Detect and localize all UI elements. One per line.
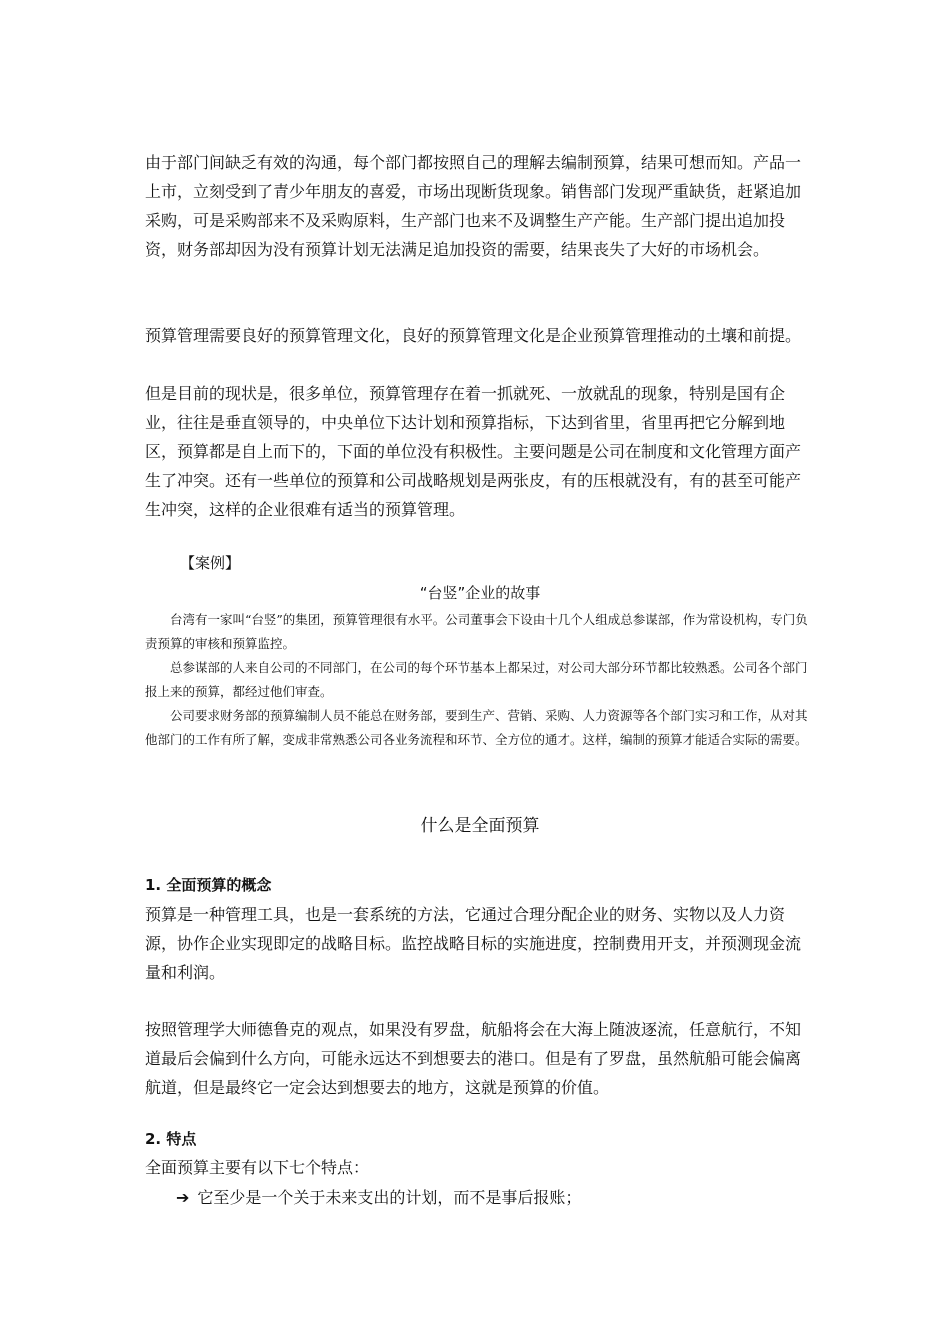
case-paragraph-2: 总参谋部的人来自公司的不同部门，在公司的每个环节基本上都呆过，对公司大部分环节都比较熟悉。公司各个部门报上来的预算，都经过他们审查。 xyxy=(145,660,808,699)
paragraph-budget-culture: 预算管理需要良好的预算管理文化，良好的预算管理文化是企业预算管理推动的土壤和前提。 xyxy=(145,326,802,345)
paragraph-current-situation: 但是目前的现状是，很多单位，预算管理存在着一抓就死、一放就乱的现象，特别是国有企业，往往是垂直领导的，中央单位下达计划和预算指标，下达到省里，省里再把它分解到地区，预算都是自上而下的，下面的单位没有积极性。主要问题是公司在制度和文化管理方面产生了冲突。还有一些单位的预算和公司战略规划是两张皮，有的压根就没有，有的甚至可能产生冲突，这样的企业很难有适当的预算管理。 xyxy=(145,384,802,519)
paragraph-features-intro: 全面预算主要有以下七个特点： xyxy=(145,1158,370,1177)
paragraph-drucker-compass: 按照管理学大师德鲁克的观点，如果没有罗盘，航船将会在大海上随波逐流，任意航行，不知道最后会偏到什么方向，可能永远达不到想要去的港口。但是有了罗盘，虽然航船可能会偏离航道，但是最终它一定会达到想要去的地方，这就是预算的价值。 xyxy=(145,1020,802,1097)
paragraph-department-communication: 由于部门间缺乏有效的沟通，每个部门都按照自己的理解去编制预算，结果可想而知。产品一上市，立刻受到了青少年朋友的喜爱，市场出现断货现象。销售部门发现严重缺货，赶紧追加采购，可是采购部来不及采购原料，生产部门也来不及调整生产产能。生产部门提出追加投资，财务部却因为没有预算计划无法满足追加投资的需要，结果丧失了大好的市场机会。 xyxy=(145,153,802,259)
subheading-concept: 1. 全面预算的概念 xyxy=(145,876,272,894)
bullet-item-1-text: 它至少是一个关于未来支出的计划，而不是事后报账； xyxy=(197,1188,582,1207)
case-body xyxy=(145,608,817,752)
case-label: 【案例】 xyxy=(180,554,241,572)
case-paragraph-3: 公司要求财务部的预算编制人员不能总在财务部，要到生产、营销、采购、人力资源等各个部门实习和工作，从对其他部门的工作有所了解，变成非常熟悉公司各业务流程和环节、全方位的通才。这样，编制的预算才能适合实际的需要。 xyxy=(145,708,808,747)
case-title: “台竖”企业的故事 xyxy=(419,584,541,602)
paragraph-budget-definition: 预算是一种管理工具，也是一套系统的方法，它通过合理分配企业的财务、实物以及人力资源，协作企业实现即定的战略目标。监控战略目标的实施进度，控制费用开支，并预测现金流量和利润。 xyxy=(145,905,802,982)
arrow-right-icon: ➔ xyxy=(176,1188,190,1207)
case-paragraph-1: 台湾有一家叫“台竖”的集团，预算管理很有水平。公司董事会下设由十几个人组成总参谋部，作为常设机构，专门负责预算的审核和预算监控。 xyxy=(145,612,808,651)
bullet-item-1 xyxy=(176,1184,581,1212)
subheading-features: 2. 特点 xyxy=(145,1130,197,1148)
section-title: 什么是全面预算 xyxy=(420,816,540,836)
